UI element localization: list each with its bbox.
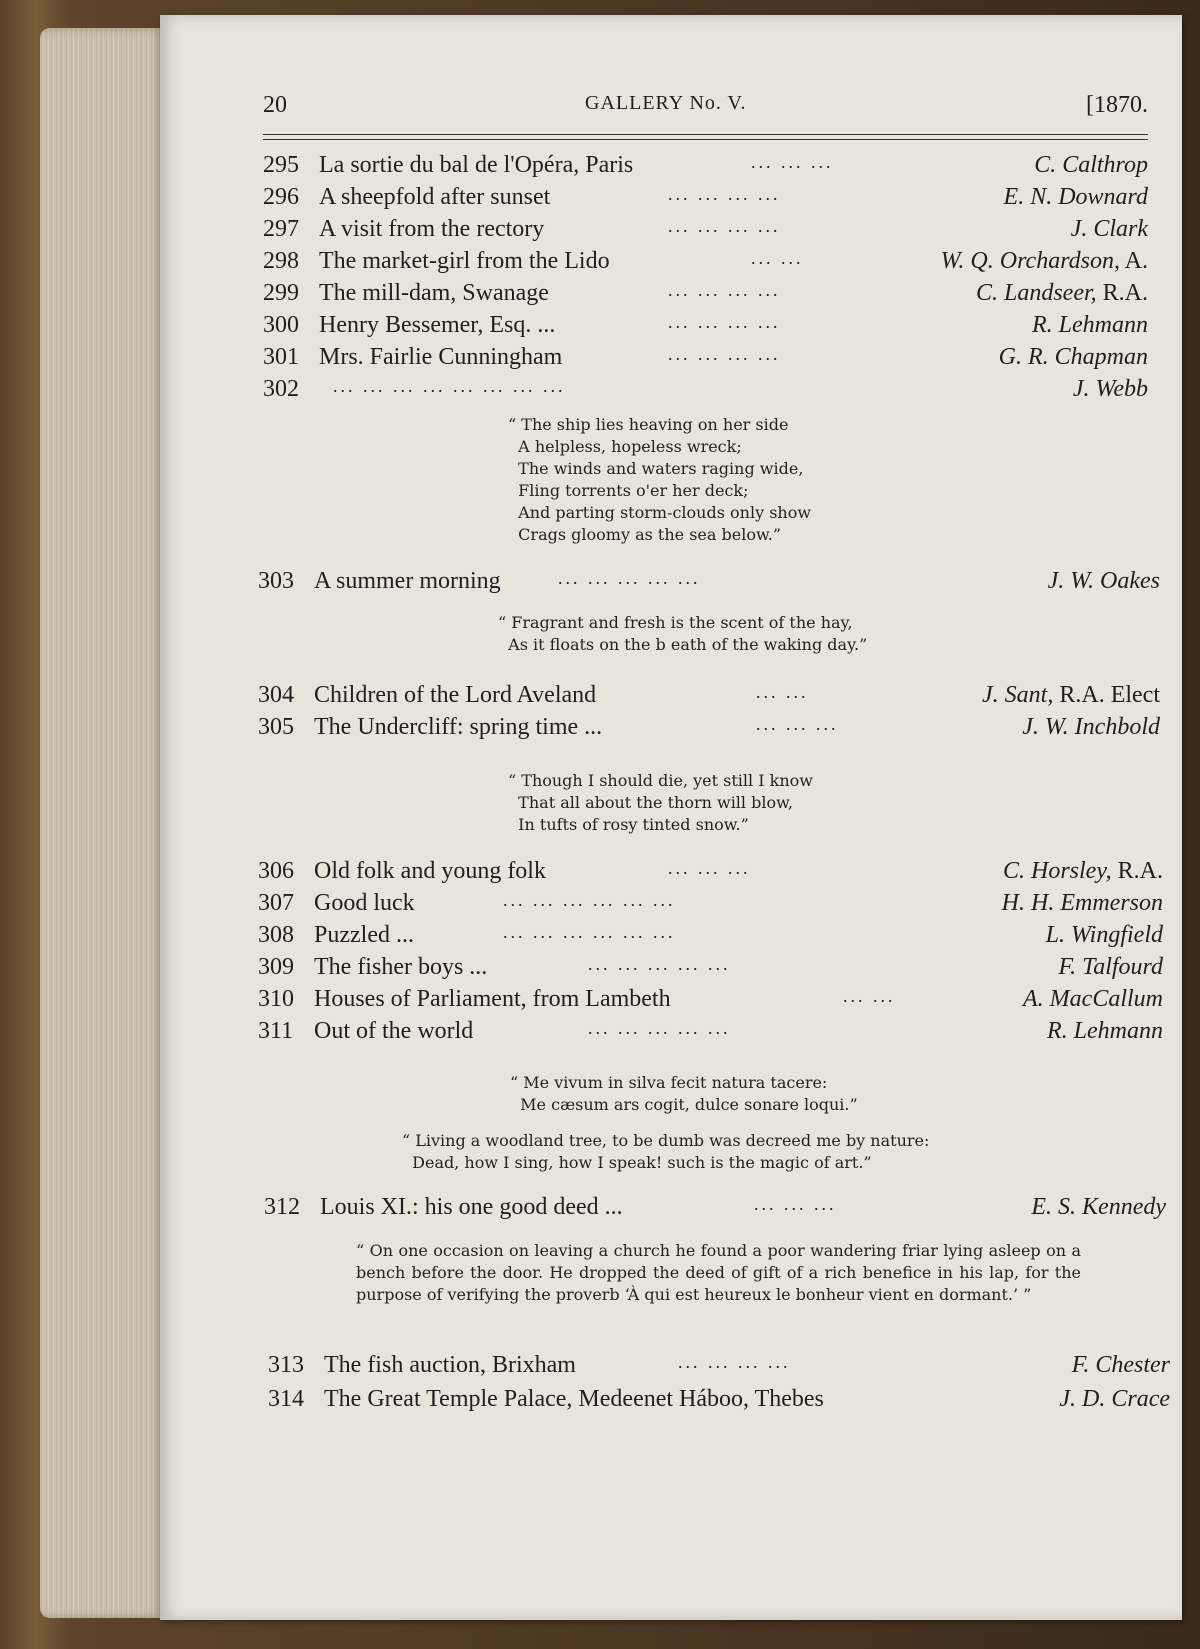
catalogue-entry: 300 Henry Bessemer, Esq. ... ... ... ... ... R. Lehmann — [263, 312, 1148, 338]
english-quote: “ Living a woodland tree, to be dumb was decreed me by nature: Dead, how I sing, how I speak! such is the magic of art.” — [402, 1131, 930, 1172]
catalogue-entry: 314 The Great Temple Palace, Medeenet Háboo, Thebes J. D. Crace — [268, 1386, 1170, 1412]
catalogue-entry: 307 Good luck ... ... ... ... ... ... H. H. Emmerson — [258, 890, 1163, 916]
anecdote-paragraph: “ On one occasion on leaving a church he found a poor wandering friar lying asleep on a bench before the door. He dropped the deed of gift of a rich benefice in his lap, for the purpose of verifying the proverb ‘À qui est heureux le bonheur vient en dormant.’ ” — [356, 1241, 1081, 1304]
catalogue-entry: 295 La sortie du bal de l'Opéra, Paris ... ... ... C. Calthrop — [263, 152, 1148, 178]
year-label: [1870. — [1086, 92, 1148, 118]
catalogue-entry: 299 The mill-dam, Swanage ... ... ... ... C. Landseer, R.A. — [263, 280, 1148, 306]
header-rule-double — [263, 139, 1148, 140]
catalogue-entry: 302 ... ... ... ... ... ... ... ... J. Webb — [263, 376, 1148, 402]
catalogue-entry: 308 Puzzled ... ... ... ... ... ... ... L. Wingfield — [258, 922, 1163, 948]
poem-quote: “ Fragrant and fresh is the scent of the hay, As it floats on the b eath of the waking day.” — [498, 613, 868, 654]
catalogue-entry: 301 Mrs. Fairlie Cunningham ... ... ... ... G. R. Chapman — [263, 344, 1148, 370]
page-number: 20 — [263, 92, 287, 118]
latin-quote: “ Me vivum in silva fecit natura tacere: Me cæsum ars cogit, dulce sonare loqui.” — [510, 1073, 858, 1114]
catalogue-entry: 305 The Undercliff: spring time ... ... ... ... J. W. Inchbold — [258, 714, 1160, 740]
poem-quote: “ Though I should die, yet still I know That all about the thorn will blow, In tufts of rosy tinted snow.” — [508, 771, 813, 834]
catalogue-entry: 297 A visit from the rectory ... ... ... ... J. Clark — [263, 216, 1148, 242]
poem-quote: “ The ship lies heaving on her side A helpless, hopeless wreck; The winds and waters raging wide, Fling torrents o'er her deck; And parting storm-clouds only show Crags gloomy as the sea below.” — [508, 415, 812, 544]
catalogue-entry: 309 The fisher boys ... ... ... ... ... ... F. Talfourd — [258, 954, 1163, 980]
catalogue-entry: 304 Children of the Lord Aveland ... ... J. Sant, R.A. Elect — [258, 682, 1160, 708]
page-title: GALLERY No. V. — [585, 92, 747, 114]
catalogue-entry: 306 Old folk and young folk ... ... ... C. Horsley, R.A. — [258, 858, 1163, 884]
catalogue-entry: 312 Louis XI.: his one good deed ... ... ... ... E. S. Kennedy — [264, 1194, 1166, 1220]
page-header — [263, 92, 1148, 132]
header-rule — [263, 134, 1148, 135]
catalogue-entry: 311 Out of the world ... ... ... ... ... R. Lehmann — [258, 1018, 1163, 1044]
catalogue-entry: 310 Houses of Parliament, from Lambeth ... ... A. MacCallum — [258, 986, 1163, 1012]
catalogue-entry: 296 A sheepfold after sunset ... ... ... ... E. N. Downard — [263, 184, 1148, 210]
catalogue-entry: 298 The market-girl from the Lido ... ... W. Q. Orchardson, A. — [263, 248, 1148, 274]
catalogue-entry: 303 A summer morning ... ... ... ... ... J. W. Oakes — [258, 568, 1160, 594]
catalogue-entry: 313 The fish auction, Brixham ... ... ... ... F. Chester — [268, 1352, 1170, 1378]
page-edges — [40, 28, 165, 1618]
